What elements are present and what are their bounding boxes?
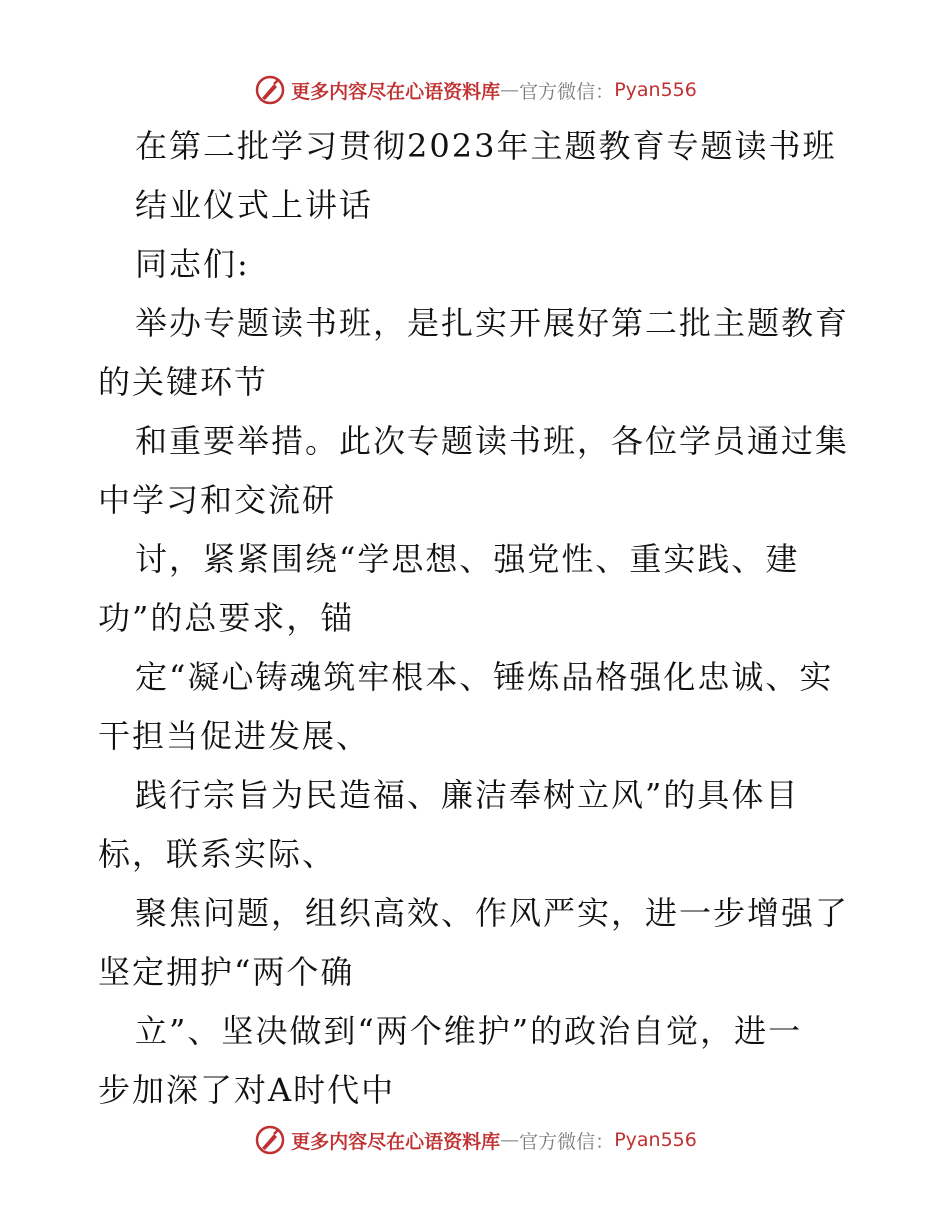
body-line: 步加深了对A时代中	[98, 1071, 396, 1109]
title-line-1: 在第二批学习贯彻2023年主题教育专题读书班	[135, 127, 837, 165]
banner-wechat-id: Pyan556	[614, 1129, 697, 1151]
document-body	[98, 117, 868, 1120]
banner-wechat-label: 官方微信：	[519, 80, 615, 103]
body-line: 立”、坚决做到“两个维护”的政治自觉，进一	[135, 1012, 803, 1050]
body-line: 讨，紧紧围绕“学思想、强党性、重实践、建	[135, 540, 800, 578]
banner-wechat-label: 官方微信：	[519, 1130, 615, 1153]
body-line: 举办专题读书班，是扎实开展好第二批主题教育	[135, 304, 850, 342]
body-line: 聚焦问题，组织高效、作风严实，进一步增强了	[135, 894, 850, 932]
pen-logo-icon	[253, 1123, 287, 1157]
body-line: 干担当促进发展、	[98, 717, 371, 755]
body-line: 标，联系实际、	[98, 835, 337, 873]
banner-site-text: 更多内容尽在心语资料库	[291, 1130, 501, 1153]
body-line: 功”的总要求，锚	[98, 599, 355, 637]
body-line: 的关键环节	[98, 363, 269, 401]
footer-watermark-banner	[0, 1120, 950, 1160]
banner-wechat-id: Pyan556	[614, 79, 697, 101]
banner-site-text: 更多内容尽在心语资料库	[291, 80, 501, 103]
salutation: 同志们:	[135, 245, 250, 283]
banner-dash: —	[500, 1129, 520, 1151]
pen-logo-icon	[253, 73, 287, 107]
title-line-2: 结业仪式上讲话	[135, 186, 374, 224]
body-line: 坚定拥护“两个确	[98, 953, 355, 991]
body-line: 践行宗旨为民造福、廉洁奉树立风”的具体目	[135, 776, 800, 814]
body-line: 定“凝心铸魂筑牢根本、锤炼品格强化忠诚、实	[135, 658, 834, 696]
body-line: 和重要举措。此次专题读书班，各位学员通过集	[135, 422, 850, 460]
header-watermark-banner	[0, 70, 950, 110]
body-line: 中学习和交流研	[98, 481, 337, 519]
banner-dash: —	[500, 79, 520, 101]
